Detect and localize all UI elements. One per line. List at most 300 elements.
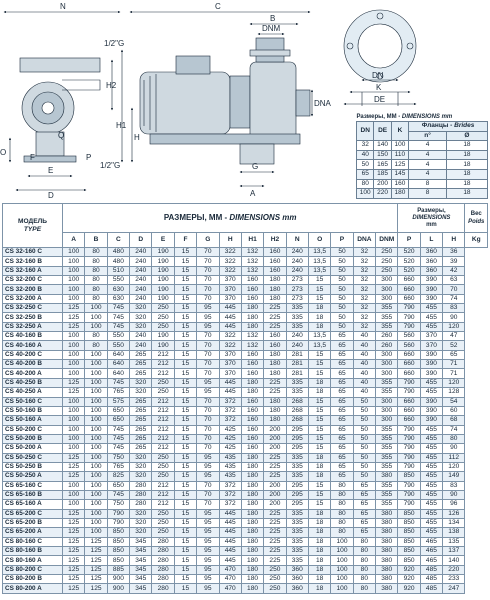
dimension-cell: 360 [420, 248, 442, 257]
dimension-cell: 212 [152, 481, 174, 490]
flange-row [357, 189, 488, 199]
dimension-cell: 60 [443, 406, 465, 415]
dimension-cell: 149 [443, 472, 465, 481]
dimension-cell: 280 [152, 565, 174, 574]
dimension-cell: 80 [85, 285, 107, 294]
table-row [3, 378, 488, 387]
table-row [3, 584, 488, 593]
dimension-cell: 50 [353, 425, 375, 434]
dimension-cell: 190 [152, 248, 174, 257]
dimension-cell: 100 [85, 350, 107, 359]
dimension-cell: 50 [331, 248, 353, 257]
model-cell: CS 50-250 A [3, 472, 63, 481]
dimension-cell: 70 [197, 248, 219, 257]
dimension-cell: 745 [107, 425, 129, 434]
dimension-cell: 100 [85, 313, 107, 322]
dimension-cell: 372 [219, 481, 241, 490]
dimension-cell: 40 [353, 341, 375, 350]
dimension-cell: 125 [63, 518, 85, 527]
dimension-cell: 95 [197, 509, 219, 518]
dimension-cell: 18 [308, 509, 330, 518]
model-cell: CS 40-160 A [3, 341, 63, 350]
dimension-cell: 125 [63, 378, 85, 387]
dimension-cell: 560 [398, 332, 420, 341]
dimension-cell: 650 [107, 416, 129, 425]
dimension-cell: 335 [286, 528, 308, 537]
table-row [3, 453, 488, 462]
dimension-cell: 18 [308, 388, 330, 397]
dimension-cell: 260 [376, 332, 398, 341]
dimension-cell: 100 [63, 248, 85, 257]
dimension-cell: 100 [85, 388, 107, 397]
dimension-cell: 125 [85, 537, 107, 546]
packing-header-unit: mm [426, 221, 437, 228]
dimension-cell: 233 [443, 575, 465, 584]
dimension-cell: 32 [353, 248, 375, 257]
dimension-cell: 320 [130, 528, 152, 537]
model-cell: CS 50-200 B [3, 434, 63, 443]
model-cell: CS 65-160 C [3, 481, 63, 490]
dimension-cell: 63 [443, 276, 465, 285]
dimension-cell: 95 [197, 322, 219, 331]
dimension-cell: 335 [286, 537, 308, 546]
dimension-cell: 15 [174, 248, 196, 257]
flange-cell: 185 [374, 169, 391, 179]
dimension-cell: 36 [443, 248, 465, 257]
dimension-cell: 15 [308, 285, 330, 294]
dimension-cell: 790 [398, 481, 420, 490]
dimension-cell: 50 [353, 444, 375, 453]
model-cell: CS 80-160 C [3, 537, 63, 546]
dimension-cell: 380 [376, 575, 398, 584]
dimension-cell: 320 [130, 518, 152, 527]
dimension-cell: 520 [398, 266, 420, 275]
dimension-cell: 370 [219, 369, 241, 378]
flange-row [357, 141, 488, 151]
dimension-cell: 335 [286, 518, 308, 527]
dimension-cell: 250 [264, 584, 286, 593]
dimension-cell: 52 [443, 341, 465, 350]
dimension-cell: 160 [241, 434, 263, 443]
dimension-cell: 425 [219, 425, 241, 434]
dimension-cell: 65 [353, 518, 375, 527]
dimension-cell: 885 [107, 565, 129, 574]
dimension-cell: 455 [420, 304, 442, 313]
dimension-cell: 345 [130, 565, 152, 574]
dimension-cell: 295 [286, 434, 308, 443]
dimension-cell: 80 [331, 490, 353, 499]
flange-header-n: n° [409, 131, 447, 141]
dimension-cell: 15 [308, 276, 330, 285]
dimension-cell: 900 [107, 575, 129, 584]
weight-header-ru: Вес [470, 211, 482, 217]
dimension-cell: 80 [353, 565, 375, 574]
label-P: P [86, 153, 92, 162]
table-row [3, 266, 488, 275]
dimension-cell: 322 [219, 257, 241, 266]
dimension-cell: 390 [420, 369, 442, 378]
dimension-cell: 575 [107, 397, 129, 406]
dimension-cell: 380 [376, 472, 398, 481]
model-cell: CS 80-160 A [3, 556, 63, 565]
flange-header-k: K [391, 122, 408, 141]
dimension-cell: 15 [174, 500, 196, 509]
dimension-cell: 100 [85, 416, 107, 425]
dimension-cell: 390 [420, 416, 442, 425]
dimension-cell: 240 [130, 285, 152, 294]
model-cell: CS 50-160 A [3, 416, 63, 425]
dimension-cell: 80 [353, 547, 375, 556]
dimension-cell: 280 [130, 500, 152, 509]
dimension-cell: 240 [130, 248, 152, 257]
dimension-cell: 273 [286, 294, 308, 303]
dimension-cell: 225 [264, 313, 286, 322]
flange-cell: 220 [374, 189, 391, 199]
flange-header-de: DE [374, 122, 391, 141]
dimension-cell: 390 [420, 285, 442, 294]
label-DNM: DNM [262, 24, 281, 33]
dimension-cell: 125 [63, 528, 85, 537]
dimension-cell: 190 [152, 332, 174, 341]
flange-cell: 145 [391, 169, 408, 179]
dimension-cell: 13,5 [308, 341, 330, 350]
dimension-cell: 322 [219, 332, 241, 341]
dimension-cell: 80 [85, 266, 107, 275]
flange-cell: 18 [446, 179, 487, 189]
dimension-cell: 100 [85, 462, 107, 471]
table-row [3, 575, 488, 584]
dimension-cell: 240 [130, 276, 152, 285]
dimension-cell: 18 [308, 518, 330, 527]
dimension-cell: 345 [130, 547, 152, 556]
dimension-cell: 100 [85, 378, 107, 387]
model-cell: CS 32-250 A [3, 322, 63, 331]
dimension-cell: 372 [219, 406, 241, 415]
table-row [3, 388, 488, 397]
dimension-cell: 180 [241, 388, 263, 397]
dimensions-header-en: DIMENSIONS mm [229, 213, 297, 222]
dimension-cell: 212 [152, 369, 174, 378]
dimension-cell: 132 [241, 341, 263, 350]
dimension-cell: 15 [174, 294, 196, 303]
dimension-cell: 455 [420, 378, 442, 387]
dimension-cell: 265 [130, 406, 152, 415]
dimension-cell: 850 [107, 537, 129, 546]
model-cell: CS 32-200 C [3, 276, 63, 285]
dimension-cell: 300 [376, 369, 398, 378]
dimension-cell: 212 [152, 490, 174, 499]
dimension-cell: 71 [443, 360, 465, 369]
dimension-cell: 455 [420, 490, 442, 499]
dimension-cell: 65 [331, 425, 353, 434]
label-E: E [48, 166, 54, 175]
dimension-cell: 335 [286, 304, 308, 313]
label-N: N [60, 2, 66, 11]
dimension-cell: 360 [286, 584, 308, 593]
label-H: H [134, 133, 140, 142]
dimension-cell: 370 [219, 294, 241, 303]
dimension-cell: 260 [376, 341, 398, 350]
dimension-cell: 745 [107, 444, 129, 453]
dimension-cell: 745 [107, 322, 129, 331]
dimension-cell: 790 [398, 304, 420, 313]
dimension-cell: 132 [241, 266, 263, 275]
dimension-cell: 180 [241, 481, 263, 490]
dimension-cell: 15 [308, 434, 330, 443]
dimension-cell: 190 [152, 294, 174, 303]
dimension-cell: 180 [241, 528, 263, 537]
dimension-cell: 390 [420, 276, 442, 285]
dimension-cell: 125 [63, 537, 85, 546]
dimension-cell: 250 [152, 462, 174, 471]
dimension-cell: 18 [308, 378, 330, 387]
column-header: G [197, 233, 219, 248]
dimension-cell: 50 [353, 462, 375, 471]
dimension-cell: 70 [197, 500, 219, 509]
dimension-cell: 455 [420, 322, 442, 331]
dimension-cell: 15 [174, 462, 196, 471]
flange-cell: 160 [391, 179, 408, 189]
dimension-cell: 65 [331, 332, 353, 341]
dimension-cell: 80 [353, 584, 375, 593]
dimension-cell: 100 [63, 397, 85, 406]
dimension-cell: 135 [443, 537, 465, 546]
dimension-cell: 70 [197, 332, 219, 341]
dimension-cell: 212 [152, 360, 174, 369]
dimension-cell: 345 [130, 575, 152, 584]
dimension-cell: 445 [219, 388, 241, 397]
dimension-cell: 180 [241, 472, 263, 481]
packing-header [398, 204, 465, 233]
dimension-cell: 39 [443, 257, 465, 266]
dimension-cell: 125 [85, 575, 107, 584]
dimension-cell: 70 [197, 276, 219, 285]
dimension-cell: 80 [353, 575, 375, 584]
dimension-cell: 15 [174, 276, 196, 285]
dimension-cell: 125 [85, 547, 107, 556]
dimension-cell: 40 [353, 378, 375, 387]
flange-row [357, 150, 488, 160]
dimension-cell: 268 [286, 397, 308, 406]
dimension-cell: 660 [398, 369, 420, 378]
dimension-cell: 225 [264, 518, 286, 527]
dimension-cell: 18 [308, 528, 330, 537]
dimension-cell: 15 [308, 369, 330, 378]
dimension-cell: 380 [376, 565, 398, 574]
dimension-cell: 300 [376, 276, 398, 285]
dimension-cell: 455 [420, 518, 442, 527]
dimension-cell: 650 [107, 481, 129, 490]
dimension-cell: 13,5 [308, 248, 330, 257]
dimension-cell: 225 [264, 537, 286, 546]
dimension-cell: 295 [286, 425, 308, 434]
dimension-cell: 13,5 [308, 257, 330, 266]
dimension-cell: 100 [63, 341, 85, 350]
dimension-cell: 32 [353, 266, 375, 275]
dimension-cell: 355 [376, 444, 398, 453]
dimension-cell: 80 [85, 294, 107, 303]
dimension-cell: 250 [152, 322, 174, 331]
dimension-cell: 250 [152, 304, 174, 313]
dimension-cell: 83 [443, 481, 465, 490]
table-row [3, 406, 488, 415]
dimension-cell: 200 [264, 481, 286, 490]
dimension-cell: 372 [219, 500, 241, 509]
table-row [3, 462, 488, 471]
dimension-cell: 920 [398, 575, 420, 584]
flange-dimensions-table [356, 112, 488, 199]
dimension-cell: 80 [331, 528, 353, 537]
dimension-cell: 65 [331, 388, 353, 397]
dimension-cell: 455 [420, 472, 442, 481]
label-A: A [250, 189, 256, 198]
dimension-cell: 65 [331, 472, 353, 481]
dimension-cell: 335 [286, 453, 308, 462]
dimension-cell: 790 [107, 509, 129, 518]
dimension-cell: 370 [219, 350, 241, 359]
dimension-cell: 280 [130, 490, 152, 499]
packing-header-en: DIMENSIONS [412, 214, 451, 221]
model-header-ru: МОДЕЛЬ [18, 217, 47, 225]
model-cell: CS 80-200 B [3, 575, 63, 584]
dimension-cell: 18 [308, 313, 330, 322]
dimension-cell: 18 [308, 556, 330, 565]
table-row [3, 481, 488, 490]
dimension-cell: 15 [174, 285, 196, 294]
dimension-cell: 425 [219, 444, 241, 453]
dimension-cell: 70 [197, 416, 219, 425]
dimension-cell: 95 [197, 462, 219, 471]
label-thread-top: 1/2"G [104, 39, 125, 48]
dimension-cell: 300 [376, 294, 398, 303]
dimension-cell: 160 [241, 294, 263, 303]
dimension-cell: 465 [420, 556, 442, 565]
dimension-cell: 70 [197, 425, 219, 434]
dimension-cell: 435 [219, 453, 241, 462]
dimension-cell: 70 [197, 350, 219, 359]
dimension-cell: 125 [63, 575, 85, 584]
dimension-cell: 790 [398, 425, 420, 434]
table-row [3, 304, 488, 313]
dimension-cell: 65 [353, 490, 375, 499]
dimension-cell: 455 [420, 509, 442, 518]
dimension-cell: 745 [107, 378, 129, 387]
dimension-cell: 180 [241, 453, 263, 462]
flange-sub-en: Brides [454, 122, 475, 130]
dimension-cell: 65 [331, 378, 353, 387]
dimension-cell: 160 [241, 276, 263, 285]
label-K: K [376, 83, 382, 92]
dimension-cell: 95 [197, 388, 219, 397]
dimension-cell: 132 [241, 332, 263, 341]
table-row [3, 434, 488, 443]
dimension-cell: 355 [376, 481, 398, 490]
dimension-cell: 95 [197, 556, 219, 565]
dimension-cell: 32 [353, 313, 375, 322]
dimension-cell: 850 [398, 528, 420, 537]
table-row [3, 518, 488, 527]
dimension-cell: 15 [174, 369, 196, 378]
dimension-cell: 850 [398, 537, 420, 546]
table-row [3, 350, 488, 359]
dimension-cell: 32 [353, 304, 375, 313]
dimension-cell: 15 [174, 575, 196, 584]
dimension-cell: 128 [443, 388, 465, 397]
model-cell: CS 40-200 B [3, 360, 63, 369]
column-headers [3, 233, 488, 248]
flange-cell: 18 [446, 169, 487, 179]
dimension-cell: 140 [443, 556, 465, 565]
dimension-cell: 32 [353, 276, 375, 285]
dimension-cell: 132 [241, 257, 263, 266]
model-header [3, 204, 63, 248]
dimension-cell: 455 [420, 388, 442, 397]
dimension-cell: 15 [308, 500, 330, 509]
dimension-cell: 445 [219, 378, 241, 387]
label-C: C [215, 2, 221, 11]
dimension-cell: 295 [286, 481, 308, 490]
dimension-cell: 240 [286, 248, 308, 257]
flange-row [357, 179, 488, 189]
dimension-cell: 50 [331, 257, 353, 266]
dimension-cell: 50 [353, 397, 375, 406]
dimension-cell: 100 [63, 360, 85, 369]
dimension-cell: 550 [107, 332, 129, 341]
dimension-cell: 360 [286, 575, 308, 584]
label-H1: H1 [116, 121, 127, 130]
dimension-cell: 15 [174, 509, 196, 518]
dimension-cell: 42 [443, 266, 465, 275]
flange-cell: 40 [357, 150, 374, 160]
dimension-cell: 640 [107, 350, 129, 359]
dimension-cell: 455 [420, 434, 442, 443]
dimension-cell: 32 [353, 257, 375, 266]
dimension-cell: 335 [286, 509, 308, 518]
dimension-cell: 80 [331, 500, 353, 509]
dimension-cell: 70 [197, 406, 219, 415]
flange-cell: 4 [409, 169, 447, 179]
dimension-cell: 95 [197, 537, 219, 546]
column-header: P [398, 233, 420, 248]
dimension-cell: 160 [264, 332, 286, 341]
dimension-cell: 180 [241, 556, 263, 565]
dimension-cell: 50 [331, 276, 353, 285]
dimension-cell: 745 [107, 490, 129, 499]
dimension-cell: 180 [241, 565, 263, 574]
dimension-cell: 850 [398, 547, 420, 556]
model-cell: CS 65-200 A [3, 528, 63, 537]
flange-sub-ru: Фланцы - [421, 122, 455, 130]
dimension-cell: 50 [331, 304, 353, 313]
dimension-cell: 95 [197, 584, 219, 593]
flange-cell: 65 [357, 169, 374, 179]
dimension-cell: 180 [241, 322, 263, 331]
dimension-cell: 650 [107, 406, 129, 415]
dimension-cell: 485 [420, 575, 442, 584]
dimension-cell: 370 [420, 341, 442, 350]
dimension-cell: 100 [85, 509, 107, 518]
dimension-cell: 125 [63, 547, 85, 556]
dimension-cell: 247 [443, 584, 465, 593]
dimension-cell: 18 [308, 472, 330, 481]
dimension-cell: 15 [174, 406, 196, 415]
dimension-cell: 100 [63, 481, 85, 490]
dimension-cell: 65 [353, 500, 375, 509]
dimension-cell: 50 [331, 266, 353, 275]
column-header: Kg [465, 233, 488, 248]
dimension-cell: 160 [241, 397, 263, 406]
dimension-cell: 250 [376, 257, 398, 266]
